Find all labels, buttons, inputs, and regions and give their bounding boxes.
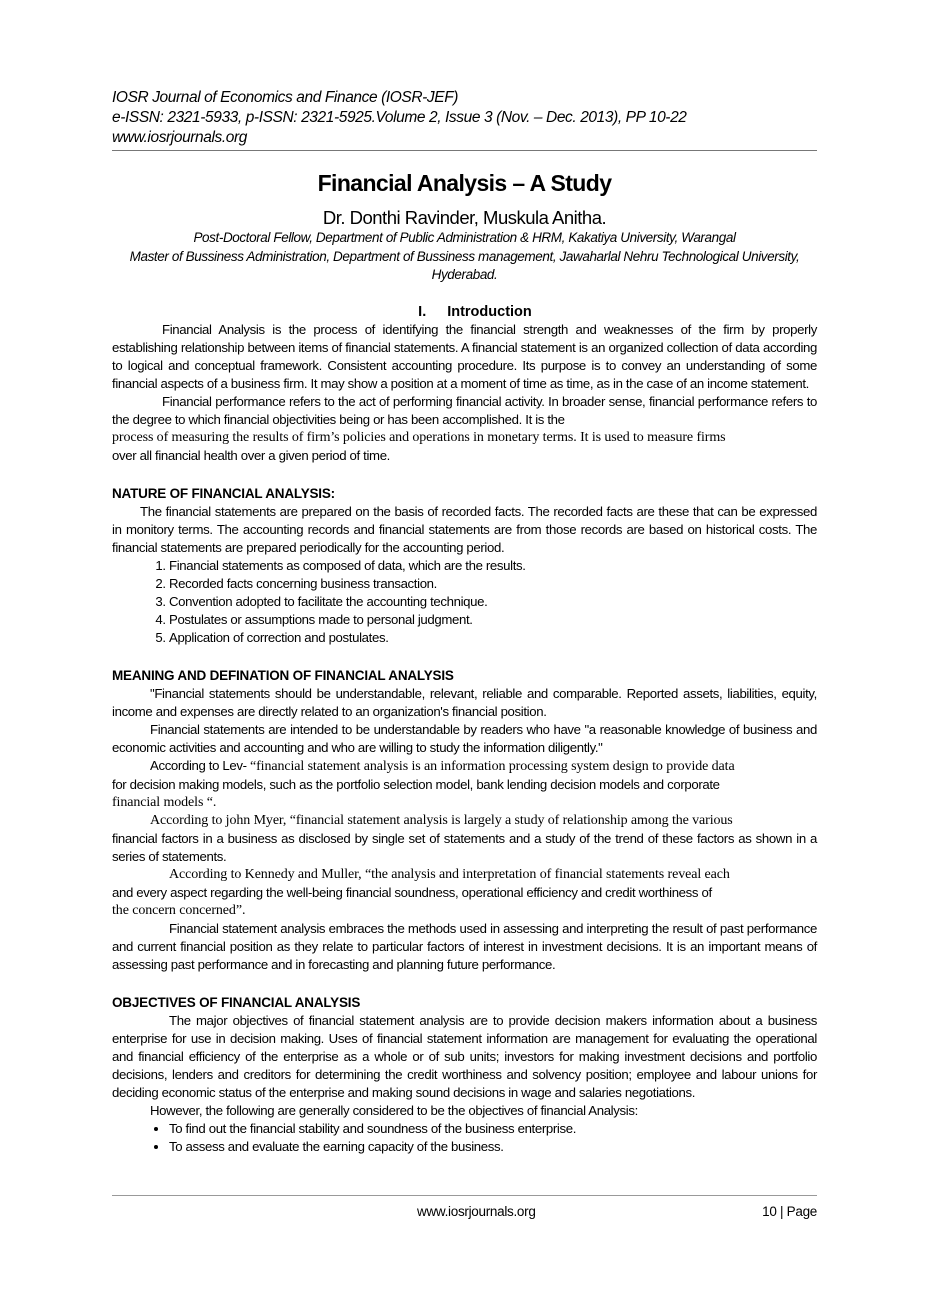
list-item: 4. Postulates or assumptions made to personal judgment. <box>169 611 817 629</box>
nature-list <box>112 557 817 647</box>
section-heading-objectives: OBJECTIVES OF FINANCIAL ANALYSIS <box>112 994 361 1010</box>
section-heading-introduction <box>112 303 817 321</box>
meaning-paragraph-2: Financial statements are intended to be understandable by readers who have "a reasonable knowledge of business and economic activities and accounting and who are willing to study the information diligently." <box>112 721 817 755</box>
affiliation-2: Master of Bussiness Administration, Department of Bussiness management, Jawaharlal Nehru Technological University, Hyderabad. <box>129 248 800 282</box>
journal-website: www.iosrjournals.org <box>112 129 247 146</box>
list-item: 5. Application of correction and postulates. <box>169 629 817 647</box>
list-item: 3. Convention adopted to facilitate the accounting technique. <box>169 593 817 611</box>
quote-lead: According to Lev- <box>150 757 250 773</box>
section-heading-nature: NATURE OF FINANCIAL ANALYSIS: <box>112 485 335 501</box>
list-item: • To find out the financial stability and soundness of the business enterprise. <box>169 1120 817 1138</box>
meaning-paragraph-kennedy-cont: and every aspect regarding the well-being financial soundness, operational efficiency and credit worthiness of <box>112 884 712 900</box>
meaning-paragraph-6: Financial statement analysis embraces the methods used in assessing and interpreting the result of past performance and current financial position as they relate to particular factors of interest in investment decisions. It is an important means of assessing past performance and in forecasting and planning future performance. <box>112 920 817 972</box>
meaning-paragraph-myer-cont: financial factors in a business as disclosed by single set of statements and a study of the trend of these factors as shown in a series of statements. <box>112 830 817 864</box>
paper-authors: Dr. Donthi Ravinder, Muskula Anitha. <box>322 207 607 228</box>
paper-title: Financial Analysis – A Study <box>317 170 612 196</box>
meaning-paragraph-lev-cont: for decision making models, such as the portfolio selection model, bank lending decision models and corporate <box>112 776 720 792</box>
meaning-paragraph-lev <box>112 757 817 776</box>
intro-paragraph-2: Financial performance refers to the act of performing financial activity. In broader sense, financial performance refers to the degree to which financial objectivities being or has been accomplished. It is the <box>112 393 817 427</box>
section-title: Introduction <box>447 303 532 320</box>
quote-text: “financial statement analysis is an information processing system design to provide data <box>250 758 735 774</box>
page-footer <box>112 1195 817 1224</box>
intro-paragraph-2-end: over all financial health over a given period of time. <box>112 447 390 463</box>
journal-name: IOSR Journal of Economics and Finance (IOSR-JEF) <box>112 89 459 106</box>
meaning-paragraph-lev-end: financial models “. <box>112 794 217 810</box>
footer-website: www.iosrjournals.org <box>417 1204 536 1219</box>
list-item: 2. Recorded facts concerning business transaction. <box>169 575 817 593</box>
objectives-paragraph-2: However, the following are generally considered to be the objectives of financial Analysis: <box>150 1102 638 1118</box>
meaning-paragraph-myer: According to john Myer, “financial statement analysis is largely a study of relationship among the various <box>150 812 733 828</box>
list-item: 1. Financial statements as composed of data, which are the results. <box>169 557 817 575</box>
document-page <box>112 88 817 1156</box>
section-heading-meaning: MEANING AND DEFINATION OF FINANCIAL ANALYSIS <box>112 667 454 683</box>
nature-paragraph: The financial statements are prepared on the basis of recorded facts. The recorded facts are these that can be expressed in monitory terms. The accounting records and financial statements are from those records are based on historical costs. The financial statements are prepared periodically for the accounting period. <box>112 503 817 555</box>
header-rule <box>112 150 817 151</box>
meaning-paragraph-1: "Financial statements should be understandable, relevant, reliable and comparable. Reported assets, liabilities, equity, income and expenses are directly related to an organization's financial position. <box>112 685 817 719</box>
intro-paragraph-1: Financial Analysis is the process of identifying the financial strength and weaknesses of the firm by properly establishing relationship between items of financial statements. A financial statement is an organized collection of data according to logical and conceptual framework. Consistent accounting procedure. Its purpose is to convey an understanding of some financial aspects of a business firm. It may show a position at a moment of time as time, as in the case of an income statement. <box>112 321 817 391</box>
meaning-paragraph-kennedy-end: the concern concerned”. <box>112 902 246 918</box>
affiliation-1: Post-Doctoral Fellow, Department of Public Administration & HRM, Kakatiya University, Warangal <box>193 230 736 245</box>
section-number: I. <box>418 303 427 320</box>
list-item: • To assess and evaluate the earning capacity of the business. <box>169 1138 817 1156</box>
page-number: 10 | Page <box>762 1204 817 1219</box>
journal-issn: e-ISSN: 2321-5933, p-ISSN: 2321-5925.Volume 2, Issue 3 (Nov. – Dec. 2013), PP 10-22 <box>112 109 687 126</box>
meaning-paragraph-kennedy: According to Kennedy and Muller, “the analysis and interpretation of financial statements reveal each <box>169 866 730 882</box>
intro-paragraph-2-serif: process of measuring the results of firm’s policies and operations in monetary terms. It is used to measure firms <box>112 429 726 445</box>
objectives-list <box>112 1120 817 1156</box>
objectives-paragraph-1: The major objectives of financial statement analysis are to provide decision makers information about a business enterprise for use in decision making. Uses of financial statement information are management for evaluating the operational and financial efficiency of the enterprise as a whole or of sub units; investors for making investment decisions and portfolio decisions, lenders and creditors for determining the credit worthiness and solvency position; employee and labour unions for deciding economic status of the enterprise and making sound decisions in wage and salaries negotiations. <box>112 1012 817 1100</box>
